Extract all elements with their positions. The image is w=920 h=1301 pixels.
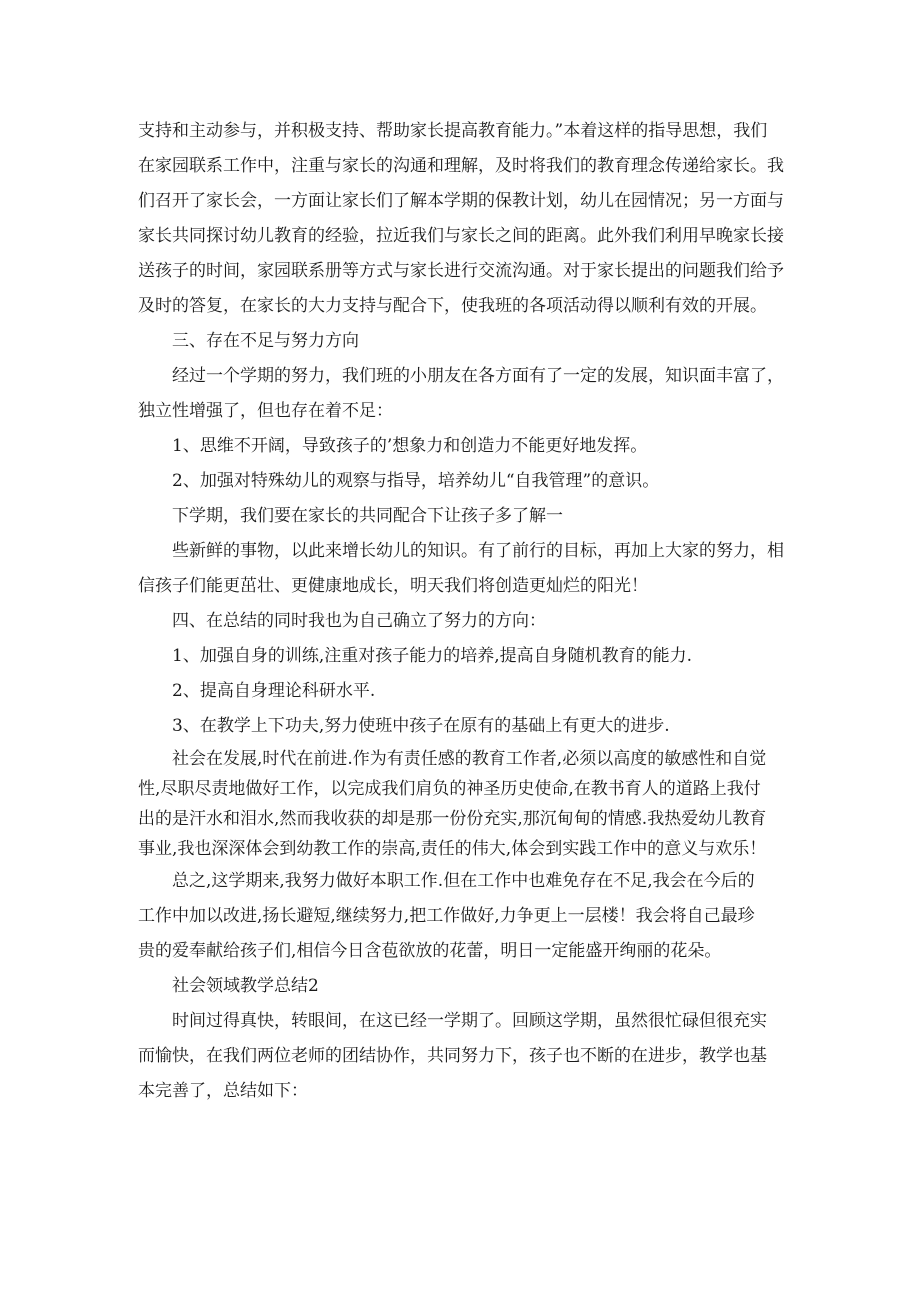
text-line: 们召开了家长会，一方面让家长们了解本学期的保教计划，幼儿在园情况；另一方面与 [138, 191, 784, 211]
section-heading: 社会领域教学总结2 [172, 976, 319, 996]
section-heading: 四、在总结的同时我也为自己确立了努力的方向： [172, 611, 546, 631]
text-line: 经过一个学期的努力，我们班的小朋友在各方面有了一定的发展，知识面丰富了， [172, 366, 784, 386]
list-item: 2、加强对特殊幼儿的观察与指导，培养幼儿“自我管理”的意识。 [172, 471, 660, 491]
text-line: 工作中加以改进,扬长避短,继续努力,把工作做好,力争更上一层楼！我会将自己最珍 [138, 906, 755, 926]
text-line: 及时的答复，在家长的大力支持与配合下，使我班的各项活动得以顺利有效的开展。 [138, 296, 767, 316]
text-line: 独立性增强了，但也存在着不足： [138, 401, 393, 421]
section-heading: 三、存在不足与努力方向 [172, 331, 359, 351]
document-body [138, 114, 788, 1109]
text-line: 事业,我也深深体会到幼教工作的崇高,责任的伟大,体会到实践工作中的意义与欢乐！ [138, 839, 767, 859]
list-item: 3、在教学上下功夫,努力使班中孩子在原有的基础上有更大的进步. [172, 716, 670, 736]
text-line: 时间过得真快，转眼间，在这已经一学期了。回顾这学期，虽然很忙碌但很充实 [172, 1011, 767, 1031]
text-line: 出的是汗水和泪水,然而我收获的却是那一份份充实,那沉甸甸的情感.我热爱幼儿教育 [138, 809, 767, 829]
list-item: 1、加强自身的训练,注重对孩子能力的培养,提高自身随机教育的能力. [172, 646, 693, 666]
text-line: 在家园联系工作中，注重与家长的沟通和理解，及时将我们的教育理念传递给家长。我 [138, 156, 784, 176]
text-line: 送孩子的时间，家园联系册等方式与家长进行交流沟通。对于家长提出的问题我们给予 [138, 261, 784, 281]
text-line: 总之,这学期来,我努力做好本职工作.但在工作中也难免存在不足,我会在今后的 [172, 871, 755, 891]
text-line: 性,尽职尽责地做好工作，以完成我们肩负的神圣历史使命,在教书育人的道路上我付 [138, 779, 761, 799]
text-line: 本完善了，总结如下： [138, 1081, 308, 1101]
text-line: 家长共同探讨幼儿教育的经验，拉近我们与家长之间的距离。此外我们利用早晚家长接 [138, 226, 784, 246]
text-line: 支持和主动参与，并积极支持、帮助家长提高教育能力。”本着这样的指导思想，我们 [138, 121, 768, 141]
text-line: 社会在发展,时代在前进.作为有责任感的教育工作者,必须以高度的敏感性和自觉 [172, 749, 767, 769]
text-line: 而愉快，在我们两位老师的团结协作，共同努力下，孩子也不断的在进步，教学也基 [138, 1046, 767, 1066]
list-item: 1、思维不开阔，导致孩子的’想象力和创造力不能更好地发挥。 [172, 436, 648, 456]
text-line: 些新鲜的事物，以此来增长幼儿的知识。有了前行的目标，再加上大家的努力，相 [172, 541, 784, 561]
text-line: 贵的爱奉献给孩子们,相信今日含苞欲放的花蕾，明日一定能盛开绚丽的花朵。 [138, 941, 722, 961]
text-line: 下学期，我们要在家长的共同配合下让孩子多了解一 [172, 506, 563, 526]
list-item: 2、提高自身理论科研水平. [172, 681, 376, 701]
text-line: 信孩子们能更茁壮、更健康地成长，明天我们将创造更灿烂的阳光！ [138, 576, 648, 596]
